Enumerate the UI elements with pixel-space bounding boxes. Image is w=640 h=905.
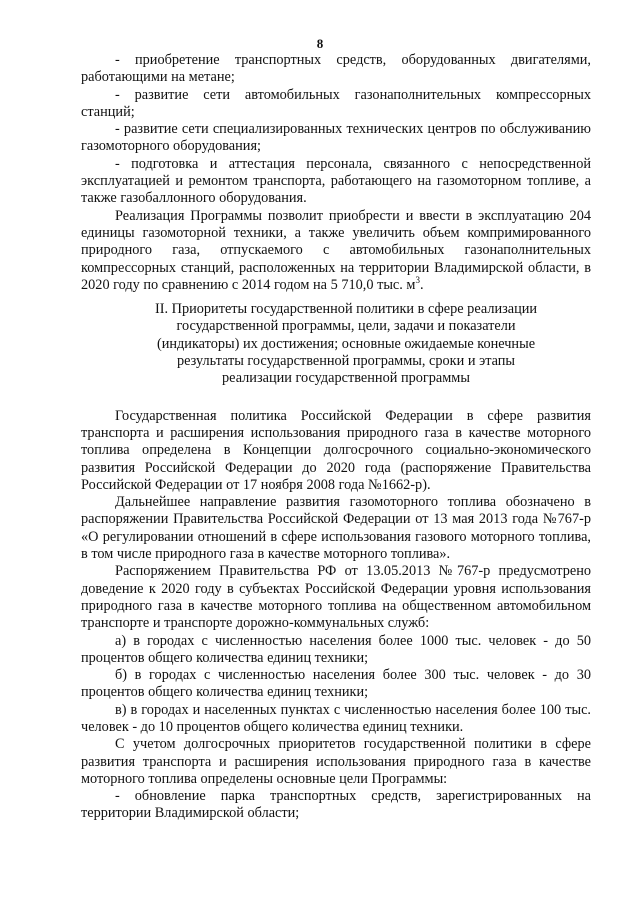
program-result-text: Реализация Программы позволит приобрести и ввести в эксплуатацию 204 единицы газомоторной техники, а также увеличить объем компримированного природного газа, отпускаемого с автомобильных газонаполнительных компрессорных станций, расположенных на территории Владимирской области, в 2020 году по сравнению с 2014 годом на 5 710,0 тыс. м [81, 207, 591, 293]
goals-intro-paragraph: С учетом долгосрочных приоритетов государственной политики в сфере развития транспорта и расширения использования природного газа в качестве моторного топлива определены основные цели Программы: [81, 736, 591, 787]
cubic-superscript: 3 [415, 275, 420, 286]
program-result-paragraph [81, 208, 591, 294]
spacer [81, 388, 591, 408]
list-item: в) в городах и населенных пунктах с численностью населения более 100 тыс. человек - до 10 процентов общего количества единиц техники. [81, 701, 591, 735]
page-number: 8 [316, 36, 324, 51]
goal-item: - обновление парка транспортных средств, зарегистрированных на территории Владимирской области; [81, 788, 591, 822]
section-heading-line: (индикаторы) их достижения; основные ожидаемые конечные [156, 335, 536, 352]
bullet-item: - подготовка и аттестация персонала, связанного с непосредственной эксплуатацией и ремонтом транспорта, работающего на газомоторном топливе, а также газобаллонного оборудования. [81, 155, 591, 207]
body-paragraph: Государственная политика Российской Федерации в сфере развития транспорта и расширения использования природного газа в качестве моторного топлива определена в Концепции долгосрочного социально-экономического развития Российской Федерации до 2020 года (распоряжение Правительства Российской Федерации от 17 ноября 2008 года №1662-р). [81, 407, 591, 493]
section-heading-line: II. Приоритеты государственной политики в сфере реализации [154, 301, 538, 318]
section-heading-line: реализации государственной программы [222, 370, 470, 387]
bullet-item: - приобретение транспортных средств, оборудованных двигателями, работающими на метане; [81, 52, 591, 86]
body-paragraph: Дальнейшее направление развития газомоторного топлива обозначено в распоряжении Правительства Российской Федерации от 13 мая 2013 года №767-р «О регулировании отношений в сфере использования газового моторного топлива, в том числе природного газа в качестве моторного топлива». [81, 494, 591, 563]
page-content [81, 52, 591, 823]
section-heading [81, 301, 591, 387]
section-heading-line: результаты государственной программы, сроки и этапы [176, 353, 516, 370]
body-paragraph: Распоряжением Правительства РФ от 13.05.2013 №767-р предусмотрено доведение к 2020 году в субъектах Российской Федерации уровня использования природного газа в качестве моторного топлива на общественном автомобильном транспорте и транспорте дорожно-коммунальных служб: [81, 563, 591, 632]
program-result-tail: . [419, 276, 424, 293]
list-item: б) в городах с численностью населения более 300 тыс. человек - до 30 процентов общего количества единиц техники; [81, 667, 591, 701]
section-heading-line: государственной программы, цели, задачи и показатели [176, 318, 516, 335]
list-item: а) в городах с численностью населения более 1000 тыс. человек - до 50 процентов общего количества единиц техники; [81, 632, 591, 666]
bullet-item: - развитие сети специализированных технических центров по обслуживанию газомоторного оборудования; [81, 121, 591, 155]
bullet-item: - развитие сети автомобильных газонаполнительных компрессорных станций; [81, 86, 591, 120]
